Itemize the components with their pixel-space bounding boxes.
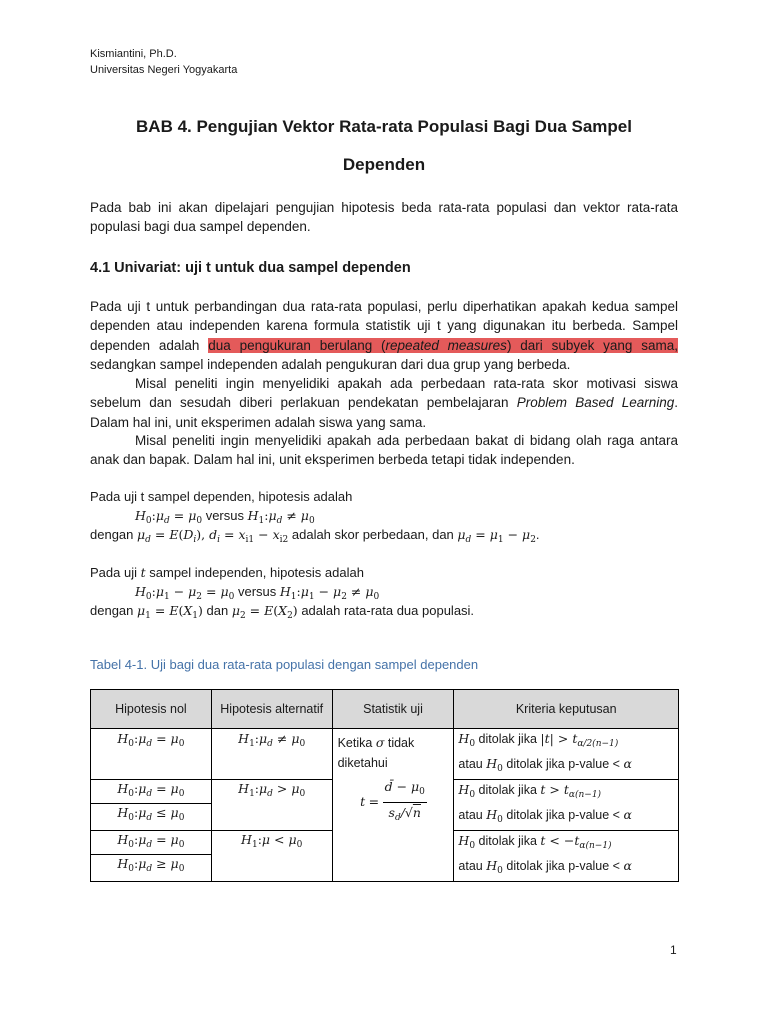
t-statistic-formula: t = $\frac{d̄ - \mu_0}{s_d/√n}$ xyxy=(360,779,425,823)
test-statistic-cell: Ketika σ tidak diketahui t = $\frac{d̄ - \mu_0}{s_d/√n}$ xyxy=(332,729,454,882)
table-caption: Tabel 4-1. Uji bagi dua rata-rata populasi dengan sampel dependen xyxy=(90,657,479,672)
p1-text-b: sedangkan sampel independen adalah pengukuran dari dua grup yang berbeda. xyxy=(90,356,571,372)
independent-definition: adalah rata-rata dua populasi. xyxy=(301,603,475,618)
chapter-title-line1: BAB 4. Pengujian Vektor Rata-rata Populasi Bagi Dua Sampel xyxy=(136,117,632,136)
section-paragraph-2 xyxy=(90,374,678,432)
stat-text-b: tidak diketahui xyxy=(337,736,415,770)
header-null-hypothesis: Hipotesis nol xyxy=(91,690,212,729)
independent-dengan: dengan xyxy=(90,603,134,618)
null-hypothesis-cell: $H_0:\mu_d = \mu_0$ $H_0:\mu_d \ge \mu_0$ xyxy=(91,831,212,882)
dependent-intro: Pada uji t sampel dependen, hipotesis adalah xyxy=(90,489,353,504)
dependent-definition: adalah skor perbedaan, dan xyxy=(291,527,454,542)
hypothesis-table xyxy=(90,689,679,882)
header-decision-criteria: Kriteria keputusan xyxy=(454,690,679,729)
p2-text-b: . Dalam hal ini, unit eksperimen adalah siswa yang sama. xyxy=(90,395,679,430)
chapter-title xyxy=(90,108,678,184)
table-row xyxy=(91,729,679,780)
intro-paragraph: Pada bab ini akan dipelajari pengujian hipotesis beda rata-rata populasi dan vektor rata-rata populasi bagi dua sampel dependen. xyxy=(90,200,678,235)
p1-text-a: Pada uji t untuk perbandingan dua rata-rata populasi, perlu diperhatikan apakah kedua sampel dependen atau independen karena formula statistik uji t yang digunakan itu berbeda. Sampel dependen adalah xyxy=(90,299,678,353)
crit-pvalue: ditolak jika p-value < xyxy=(506,808,620,822)
crit-ditolak: ditolak jika xyxy=(478,783,537,797)
independent-versus: versus xyxy=(237,584,277,599)
null-hypothesis-cell: $H_0:\mu_d = \mu_0$ xyxy=(91,729,212,780)
crit-pvalue: ditolak jika p-value < xyxy=(506,859,620,873)
crit-atau: atau xyxy=(458,757,483,771)
independent-intro-a: Pada uji xyxy=(90,565,137,580)
alt-hypothesis-cell: $H_1:\mu_d \ne \mu_0$ xyxy=(211,729,332,780)
dependent-dengan: dengan xyxy=(90,527,134,542)
dependent-definition-line: dengan $\mu_d = E(D_i)$, $d_i = x_{i1} - x_{i2}$ adalah skor perbedaan, dan $\mu_d = \mu_1 - \mu_2$. xyxy=(90,527,540,545)
dependent-hypothesis: $H_0:\mu_d = \mu_0$ versus $H_1:\mu_d \ne \mu_0$ xyxy=(135,508,315,526)
independent-definition-line: dengan $\mu_1 = E(X_1)$ dan $\mu_2 = E(X_2)$ adalah rata-rata dua populasi. xyxy=(90,603,475,621)
p1-highlight-b: ) dari subyek yang sama, xyxy=(506,337,678,353)
p1-highlight-em: repeated measures xyxy=(385,337,507,353)
independent-intro-b: sampel independen, hipotesis adalah xyxy=(149,565,364,580)
section-heading: 4.1 Univariat: uji t untuk dua sampel dependen xyxy=(90,260,411,276)
independent-hypothesis: $H_0:\mu_1 - \mu_2 = \mu_0$ versus $H_1:\mu_1 - \mu_2 \ne \mu_0$ xyxy=(135,584,380,602)
p2-text-em: Problem Based Learning xyxy=(516,395,675,411)
dependent-versus: versus xyxy=(205,508,244,523)
crit-ditolak: ditolak jika xyxy=(478,834,537,848)
p1-highlight-a: dua pengukuran berulang ( xyxy=(208,337,386,353)
section-paragraph-3: Misal peneliti ingin menyelidiki apakah ada perbedaan bakat di bidang olah raga antara anak dan bapak. Dalam hal ini, unit eksperimen berbeda tetapi tidak independen. xyxy=(90,433,678,468)
decision-criteria-cell: $H_0$ ditolak jika $t < -t_{\alpha(n-1)}$ atau $H_0$ ditolak jika p-value < α xyxy=(454,831,679,882)
section-paragraph-1 xyxy=(90,297,678,374)
header-alt-hypothesis: Hipotesis alternatif xyxy=(211,690,332,729)
decision-criteria-cell: $H_0$ ditolak jika $|t| > t_{\alpha/2(n-1)}$ atau $H_0$ ditolak jika p-value < α xyxy=(454,729,679,780)
page-header xyxy=(90,46,237,78)
highlighted-definition xyxy=(208,338,678,353)
table-header-row xyxy=(91,690,679,729)
crit-atau: atau xyxy=(458,808,483,822)
alt-hypothesis-cell: $H_1:\mu_d > \mu_0$ xyxy=(211,780,332,831)
null-hypothesis-cell: $H_0:\mu_d = \mu_0$ $H_0:\mu_d \le \mu_0$ xyxy=(91,780,212,831)
chapter-title-line2: Dependen xyxy=(342,155,426,174)
independent-dan: dan xyxy=(206,603,229,618)
alt-hypothesis-cell: $H_1:\mu < \mu_0$ xyxy=(211,831,332,882)
decision-criteria-cell: $H_0$ ditolak jika $t > t_{\alpha(n-1)}$ atau $H_0$ ditolak jika p-value < α xyxy=(454,780,679,831)
crit-atau: atau xyxy=(458,859,483,873)
independent-intro: Pada uji t sampel independen, hipotesis adalah xyxy=(90,565,364,580)
header-test-statistic: Statistik uji xyxy=(332,690,454,729)
crit-pvalue: ditolak jika p-value < xyxy=(506,757,620,771)
institution-name: Universitas Negeri Yogyakarta xyxy=(90,64,238,76)
crit-ditolak: ditolak jika xyxy=(478,732,537,746)
stat-text-a: Ketika xyxy=(337,736,373,750)
page-number: 1 xyxy=(670,943,677,957)
author-name: Kismiantini, Ph.D. xyxy=(90,48,177,60)
p2-text-a: Misal peneliti ingin menyelidiki apakah ada perbedaan rata-rata skor motivasi siswa sebelum dan sesudah diberi perlakuan pendekatan pembelajaran xyxy=(90,376,678,411)
